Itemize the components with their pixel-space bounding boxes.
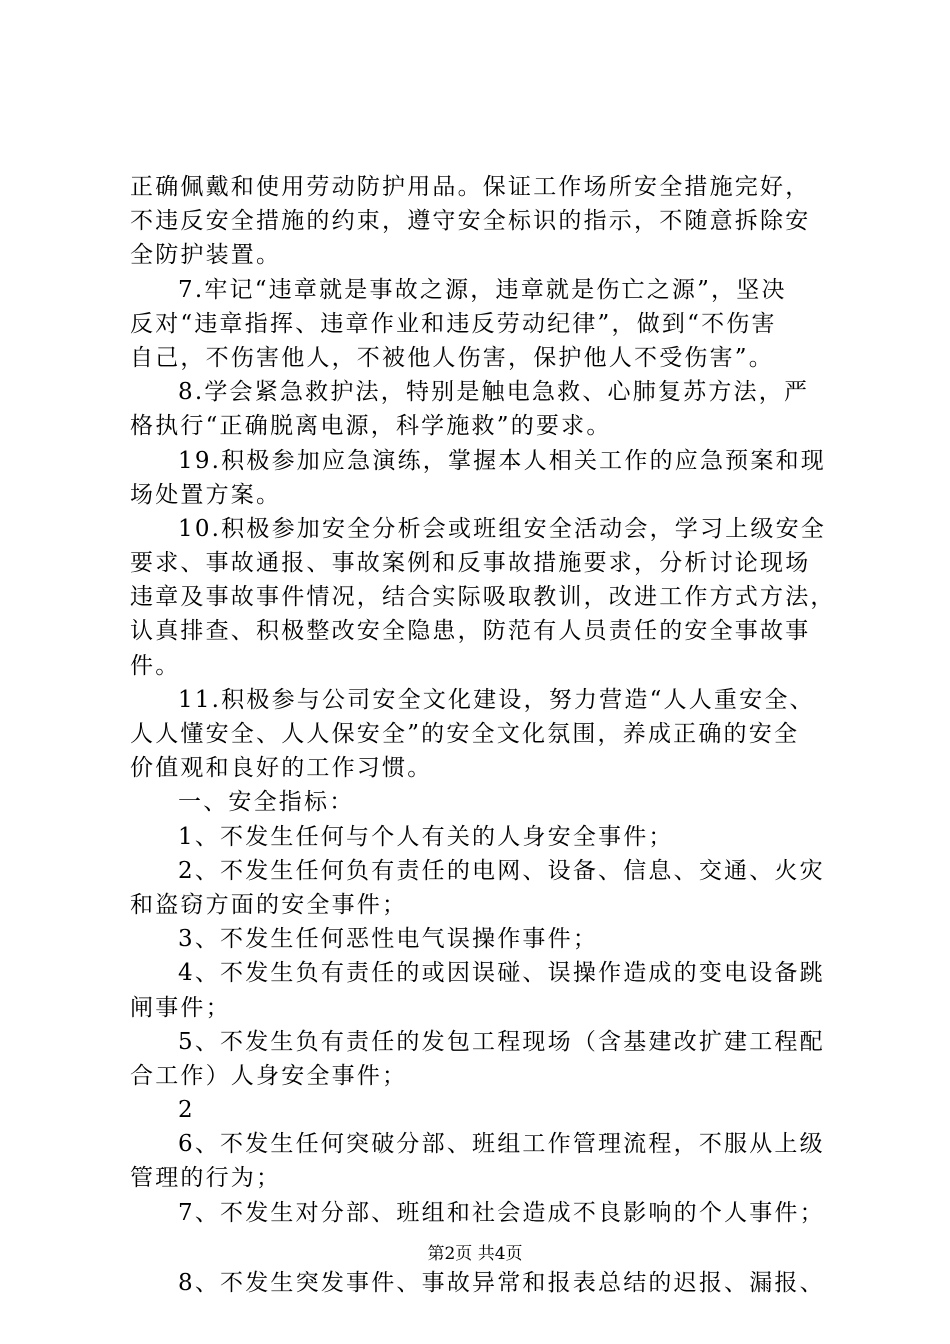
text-line: 合工作）人身安全事件；	[130, 1062, 408, 1089]
text-line: 不违反安全措施的约束，遵守安全标识的指示，不随意拆除安	[130, 208, 811, 235]
page-footer: 第2页 共4页	[427, 1244, 523, 1264]
text-line: 2、不发生任何负有责任的电网、设备、信息、交通、火灾	[178, 857, 825, 884]
text-line: 11.积极参与公司安全文化建设，努力营造“人人重安全、	[178, 686, 815, 713]
text-line: 闸事件；	[130, 994, 231, 1021]
text-line: 价值观和良好的工作习惯。	[130, 755, 433, 782]
inline-page-number: 2	[178, 1097, 195, 1124]
text-line: 要求、事故通报、事故案例和反事故措施要求，分析讨论现场	[130, 550, 811, 577]
text-line: 和盗窃方面的安全事件；	[130, 891, 408, 918]
text-line: 全防护装置。	[130, 242, 282, 269]
text-line: 人人懂安全、人人保安全”的安全文化氛围，养成正确的安全	[130, 721, 800, 747]
text-line: 格执行“正确脱离电源，科学施救”的要求。	[130, 413, 612, 440]
text-line: 场处置方案。	[130, 481, 282, 508]
text-line: 3、不发生任何恶性电气误操作事件；	[178, 926, 599, 953]
text-line: 4、不发生负有责任的或因误碰、误操作造成的变电设备跳	[178, 960, 825, 987]
text-line: 7.牢记“违章就是事故之源，违章就是伤亡之源”，坚决	[178, 276, 787, 303]
text-line: 违章及事故事件情况，结合实际吸取教训，改进工作方式方法，	[130, 584, 836, 611]
text-line: 件。	[130, 652, 181, 679]
text-line: 反对“违章指挥、违章作业和违反劳动纪律”，做到“不伤害	[130, 310, 777, 337]
document-body	[130, 170, 835, 1300]
text-line: 10.积极参加安全分析会或班组安全活动会，学习上级安全	[178, 515, 826, 542]
text-line: 19.积极参加应急演练，掌握本人相关工作的应急预案和现	[178, 447, 826, 474]
text-line: 正确佩戴和使用劳动防护用品。保证工作场所安全措施完好，	[130, 174, 811, 200]
text-line: 7、不发生对分部、班组和社会造成不良影响的个人事件；	[178, 1199, 825, 1226]
text-line: 5、不发生负有责任的发包工程现场（含基建改扩建工程配	[178, 1028, 825, 1055]
text-line: 管理的行为；	[130, 1165, 282, 1192]
text-line: 自己，不伤害他人，不被他人伤害，保护他人不受伤害”。	[130, 344, 774, 371]
text-line: 8、不发生突发事件、事故异常和报表总结的迟报、漏报、	[178, 1269, 825, 1296]
text-line: 6、不发生任何突破分部、班组工作管理流程，不服从上级	[178, 1131, 825, 1158]
text-line: 认真排查、积极整改安全隐患，防范有人员责任的安全事故事	[130, 618, 811, 645]
section-heading: 一、安全指标：	[178, 789, 355, 816]
text-line: 1、不发生任何与个人有关的人身安全事件；	[178, 823, 674, 850]
text-line: 8.学会紧急救护法，特别是触电急救、心肺复苏方法，严	[178, 379, 810, 406]
